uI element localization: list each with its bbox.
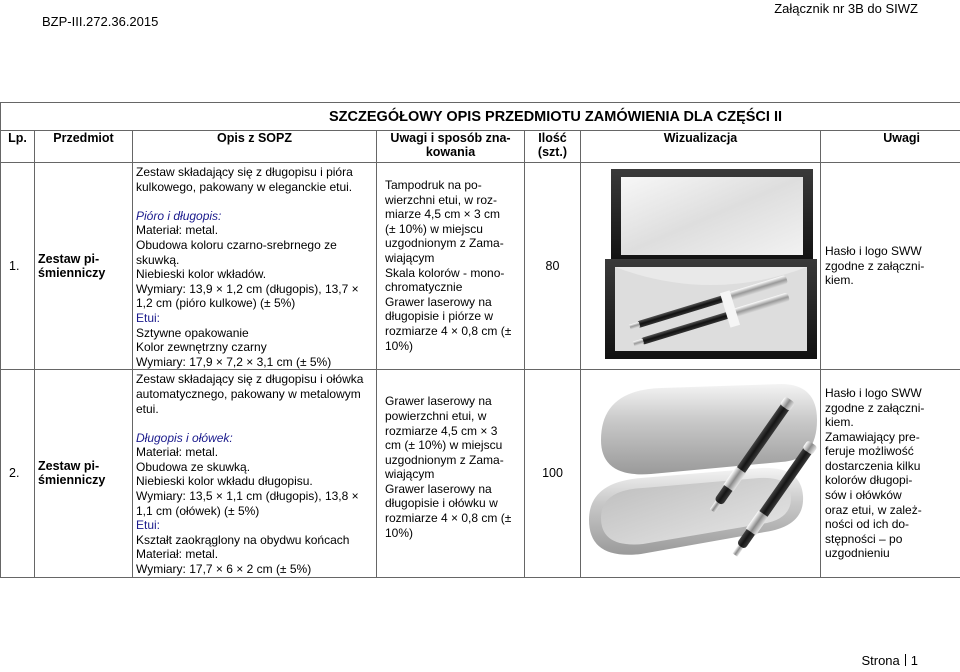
description-line: kulkowego, pakowany w eleganckie etui. — [136, 179, 353, 194]
description-heading: Pióro i długopis: — [136, 208, 222, 223]
page-number: 1 — [910, 653, 918, 668]
notes-line: Tampodruk na po- — [385, 178, 482, 192]
remarks-line: Hasło i logo SWW — [825, 244, 922, 259]
col-header-qty-line1: Ilość — [538, 131, 567, 145]
col-header-item: Przedmiot — [35, 131, 133, 163]
description-line: Materiał: metal. — [136, 223, 219, 238]
notes-line: Grawer laserowy na — [385, 294, 492, 309]
notes-line: Grawer laserowy na — [385, 481, 492, 496]
col-header-qty-line2: (szt.) — [537, 145, 568, 159]
description-line: Niebieski kolor wkładu długopisu. — [136, 474, 313, 489]
col-header-notes — [377, 131, 525, 163]
description-line: Zestaw składający się z długopisu i pióra — [136, 165, 353, 179]
col-header-notes-line2: kowania — [425, 145, 476, 159]
description-line: Materiał: metal. — [136, 547, 219, 562]
notes-line: wierzchni etui, w roz- — [385, 192, 498, 207]
remarks-line: dostarczenia kilku — [825, 458, 921, 473]
remarks-line: kiem. — [825, 415, 854, 430]
table-title: SZCZEGÓŁOWY OPIS PRZEDMIOTU ZAMÓWIENIA DLA CZĘŚCI II — [1, 103, 960, 131]
description-line: Obudowa ze skuwką. — [136, 459, 251, 474]
remarks-line: uzgodnieniu — [825, 546, 890, 561]
description-line: Zestaw składający się z długopisu i ołówka — [136, 372, 364, 387]
row-qty: 80 — [525, 163, 581, 370]
remarks-line: Zamawiający pre- — [825, 429, 920, 444]
notes-line: rozmiarze 4 × 0,8 cm (± — [385, 323, 512, 338]
description-line: automatycznego, pakowany w metalowym — [136, 386, 361, 401]
description-heading: Długopis i ołówek: — [136, 430, 233, 445]
remarks-line: oraz etui, w zależ- — [825, 502, 922, 517]
row-item-line2: śmienniczy — [38, 266, 106, 281]
description-line: Wymiary: 13,5 × 1,1 cm (długopis), 13,8 × — [136, 489, 359, 504]
row-item-line2: śmienniczy — [38, 473, 106, 488]
description-line: Wymiary: 17,9 × 7,2 × 3,1 cm (± 5%) — [136, 354, 332, 369]
remarks-line: feruje możliwość — [825, 444, 914, 459]
notes-line: wiającym — [385, 250, 435, 265]
row-description — [133, 163, 377, 370]
row-item — [35, 163, 133, 370]
notes-line: cm (± 10%) w miejscu — [385, 438, 503, 453]
row-notes — [377, 370, 525, 577]
remarks-line: kiem. — [825, 273, 854, 288]
description-line: Wymiary: 17,7 × 6 × 2 cm (± 5%) — [136, 562, 312, 577]
row-item — [35, 370, 133, 577]
pen-set-black-box-image — [581, 163, 821, 367]
row-notes — [377, 163, 525, 370]
row-lp: 1. — [1, 163, 35, 370]
notes-line: uzgodnionym z Zama- — [385, 452, 504, 467]
remarks-line: Hasło i logo SWW — [825, 385, 922, 400]
description-line: etui. — [136, 401, 159, 416]
remarks-line: ności od ich do- — [825, 517, 910, 532]
row-remarks — [821, 163, 960, 370]
notes-line: rozmiarze 4,5 cm × 3 — [385, 423, 498, 438]
table-row — [1, 370, 960, 577]
row-description — [133, 370, 377, 577]
notes-line: (± 10%) w miejscu — [385, 221, 483, 236]
notes-line: długopisie i ołówku w — [385, 496, 498, 511]
notes-line: Grawer laserowy na — [385, 394, 492, 409]
remarks-line: kolorów długopi- — [825, 473, 913, 488]
description-line: Sztywne opakowanie — [136, 325, 249, 340]
remarks-line: sów i ołówków — [825, 488, 902, 503]
col-header-remarks: Uwagi — [821, 131, 960, 163]
description-heading: Etui: — [136, 310, 161, 325]
row-visualization — [581, 370, 821, 577]
description-line: Niebieski kolor wkładów. — [136, 267, 267, 282]
footer-separator — [905, 654, 906, 666]
attachment-label: Załącznik nr 3B do SIWZ — [774, 1, 918, 16]
col-header-visualization: Wizualizacja — [581, 131, 821, 163]
description-line: skuwką. — [136, 252, 180, 267]
row-item-line1: Zestaw pi- — [38, 459, 100, 474]
notes-line: długopisie i piórze w — [385, 309, 494, 324]
row-lp: 2. — [1, 370, 35, 577]
table-row — [1, 163, 960, 370]
notes-line: powierzchni etui, w — [385, 408, 487, 423]
description-line: Obudowa koloru czarno-srebrnego ze — [136, 237, 337, 252]
page-footer — [861, 653, 918, 668]
col-header-lp: Lp. — [1, 131, 35, 163]
description-line: 1,1 cm (ołówek) (± 5%) — [136, 503, 260, 518]
row-remarks — [821, 370, 960, 577]
col-header-notes-line1: Uwagi i sposób zna- — [390, 131, 511, 145]
description-line: Materiał: metal. — [136, 445, 219, 460]
notes-line: miarze 4,5 cm × 3 cm — [385, 207, 501, 222]
description-heading: Etui: — [136, 518, 161, 533]
document-reference: BZP-III.272.36.2015 — [42, 14, 159, 29]
remarks-line: zgodne z załączni- — [825, 258, 925, 273]
row-qty: 100 — [525, 370, 581, 577]
col-header-qty — [525, 131, 581, 163]
row-visualization — [581, 163, 821, 370]
notes-line: uzgodnionym z Zama- — [385, 236, 504, 251]
specification-table — [0, 102, 960, 578]
notes-line: rozmiarze 4 × 0,8 cm (± — [385, 511, 512, 526]
notes-line: chromatycznie — [385, 280, 463, 295]
row-item-line1: Zestaw pi- — [38, 252, 100, 267]
description-line: Kolor zewnętrzny czarny — [136, 340, 267, 355]
pen-set-metal-case-image — [581, 370, 821, 573]
notes-line: 10%) — [385, 338, 414, 353]
remarks-line: zgodne z załączni- — [825, 400, 925, 415]
description-line: Wymiary: 13,9 × 1,2 cm (długopis), 13,7 × — [136, 281, 359, 296]
description-line: 1,2 cm (pióro kulkowe) (± 5%) — [136, 296, 296, 311]
notes-line: Skala kolorów - mono- — [385, 265, 505, 280]
notes-line: wiającym — [385, 467, 435, 482]
page-label: Strona — [861, 653, 900, 668]
col-header-description: Opis z SOPZ — [133, 131, 377, 163]
description-line: Kształt zaokrąglony na obydwu końcach — [136, 532, 350, 547]
remarks-line: stępności – po — [825, 531, 903, 546]
column-header-row — [1, 131, 960, 163]
notes-line: 10%) — [385, 525, 414, 540]
